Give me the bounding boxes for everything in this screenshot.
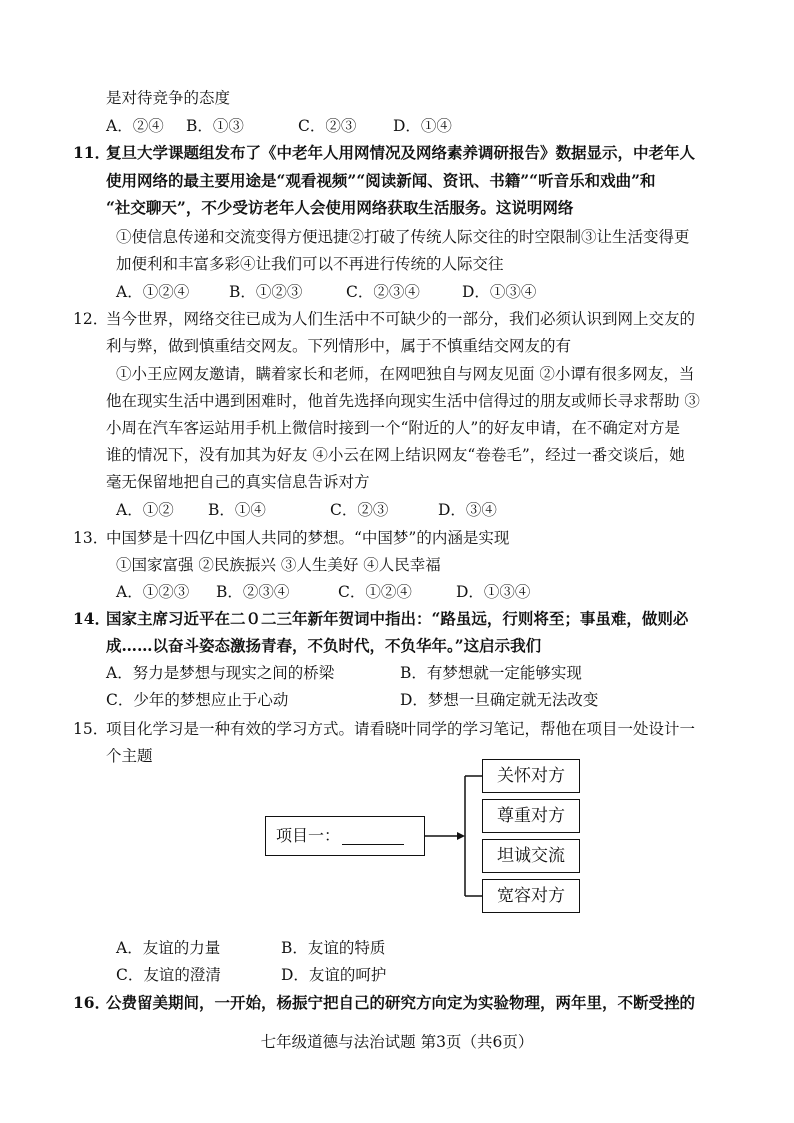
question-number: 12． <box>73 310 109 328</box>
question-14 <box>73 609 688 629</box>
statement-line: 加便利和丰富多彩④让我们可以不再进行传统的人际交往 <box>116 255 504 273</box>
option-d: D．梦想一旦确定就无法改变 <box>400 691 599 709</box>
option-b: B．①②③ <box>229 283 303 301</box>
option-c: C．②③ <box>298 117 357 135</box>
question-text-line: 使用网络的最主要用途是“观看视频”“阅读新闻、资讯、书籍”“听音乐和戏曲”和 <box>106 171 656 190</box>
option-c: C．②③ <box>330 501 389 519</box>
option-d: D．③④ <box>438 501 497 519</box>
option-a: A．①②③ <box>116 583 190 601</box>
question-text-line: 是对待竞争的态度 <box>106 89 231 107</box>
statement-line: ①小王应网友邀请，瞒着家长和老师，在网吧独自与网友见面 ②小谭有很多网友，当 <box>116 365 695 383</box>
diagram-item-box: 尊重对方 <box>482 799 580 833</box>
question-11 <box>73 143 695 163</box>
statement-line: 毫无保留地把自己的真实信息告诉对方 <box>106 473 370 491</box>
option-b: B．①④ <box>208 501 266 519</box>
option-c: C．少年的梦想应止于心动 <box>106 691 289 709</box>
option-c: C．①②④ <box>338 583 412 601</box>
question-text-line: 成……以奋斗姿态激扬青春，不负时代，不负华年。”这启示我们 <box>106 636 542 655</box>
option-a: A．努力是梦想与现实之间的桥梁 <box>106 664 335 682</box>
question-text-line: 利与弊，做到慎重结交网友。下列情形中，属于不慎重结交网友的有 <box>106 337 572 355</box>
question-number: 15． <box>73 720 109 738</box>
question-13 <box>73 528 509 548</box>
question-text: 项目化学习是一种有效的学习方式。请看晓叶同学的学习笔记，帮他在项目一处设计一 <box>106 720 696 738</box>
statement-line: ①使信息传递和交流变得方便迅捷②打破了传统人际交往的时空限制③让生活变得更 <box>116 228 690 246</box>
option-d: D．①③④ <box>462 283 537 301</box>
option-d: D．①④ <box>393 117 452 135</box>
option-c: C．友谊的澄清 <box>116 966 221 984</box>
option-c: C．②③④ <box>346 283 420 301</box>
page-footer: 七年级道德与法治试题 第3页（共6页） <box>260 1033 534 1051</box>
option-a: A．①②④ <box>116 283 190 301</box>
question-text: 中国梦是十四亿中国人共同的梦想。“中国梦”的内涵是实现 <box>106 529 510 547</box>
question-text-line: “社交聊天”，不少受访老年人会使用网络获取生活服务。这说明网络 <box>106 198 574 217</box>
question-number: 11． <box>73 143 111 162</box>
question-number: 16． <box>73 993 111 1012</box>
question-16 <box>73 993 695 1013</box>
question-text: 公费留美期间，一开始，杨振宁把自己的研究方向定为实验物理，两年里，不断受挫的 <box>106 993 696 1012</box>
question-text: 当今世界，网络交往已成为人们生活中不可缺少的一部分，我们必须认识到网上交友的 <box>106 310 696 328</box>
answer-blank <box>342 822 404 845</box>
option-d: D．友谊的呵护 <box>281 966 387 984</box>
question-number: 14． <box>73 609 111 628</box>
diagram-item-box: 关怀对方 <box>482 759 580 793</box>
option-a: A．友谊的力量 <box>116 939 221 957</box>
option-b: B．友谊的特质 <box>281 939 386 957</box>
statement-line: 他在现实生活中遇到困难时，他首先选择向现实生活中信得过的朋友或师长寻求帮助 ③ <box>106 392 700 410</box>
option-b: B．②③④ <box>216 583 290 601</box>
option-a: A．①② <box>116 501 174 519</box>
statement-line: 小周在汽车客运站用手机上微信时接到一个“附近的人”的好友申请，在不确定对方是 <box>106 419 680 437</box>
question-number: 13． <box>73 529 109 547</box>
option-d: D．①③④ <box>456 583 531 601</box>
option-b: B．有梦想就一定能够实现 <box>400 664 582 682</box>
diagram-item-box: 坦诚交流 <box>482 839 580 873</box>
statement-line: ①国家富强 ②民族振兴 ③人生美好 ④人民幸福 <box>116 556 441 574</box>
project-diagram <box>265 762 585 922</box>
question-text: 复旦大学课题组发布了《中老年人用网情况及网络素养调研报告》数据显示，中老年人 <box>106 143 696 162</box>
question-text-line: 个主题 <box>106 747 153 765</box>
question-text: 国家主席习近平在二０二三年新年贺词中指出：“路虽远，行则将至；事虽难，做则必 <box>106 609 689 628</box>
diagram-item-box: 宽容对方 <box>482 879 580 913</box>
question-15 <box>73 719 695 739</box>
project-label: 项目一： <box>276 826 341 845</box>
option-a: A．②④ <box>106 117 164 135</box>
project-one-box <box>265 816 425 856</box>
option-b: B．①③ <box>186 117 244 135</box>
question-12 <box>73 309 695 329</box>
statement-line: 谁的情况下，没有加其为好友 ④小云在网上结识网友“卷卷毛”，经过一番交谈后，她 <box>106 446 685 464</box>
